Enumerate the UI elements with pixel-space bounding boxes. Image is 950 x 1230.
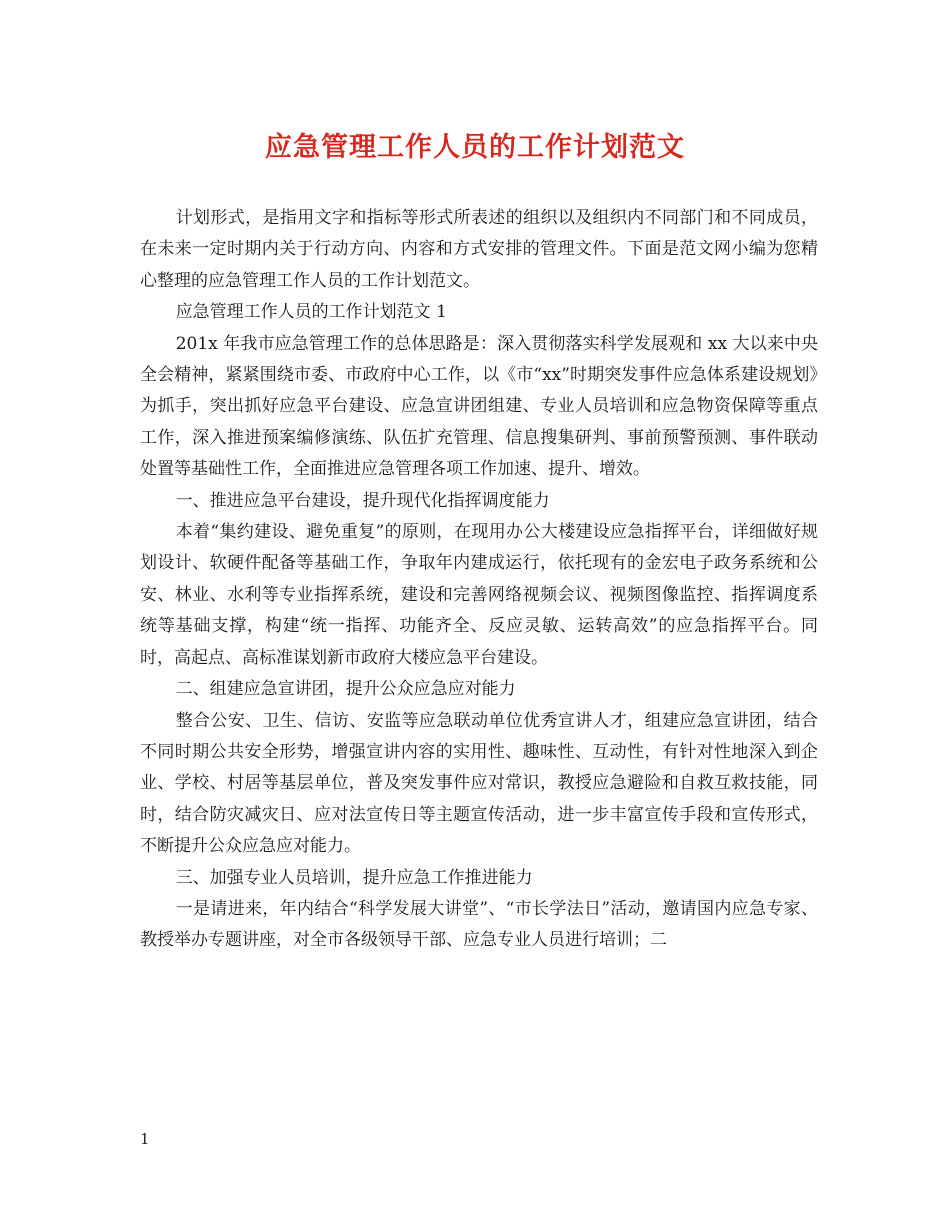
paragraph-content-2: 整合公安、卫生、信访、安监等应急联动单位优秀宣讲人才，组建应急宣讲团，结合不同时期公共安全形势，增强宣讲内容的实用性、趣味性、互动性，有针对性地深入到企业、学校、村居等基层单位，普及突发事件应对常识，教授应急避险和自救互救技能，同时，结合防灾减灾日、应对法宣传日等主题宣传活动，进一步丰富宣传手段和宣传形式，不断提升公众应急应对能力。: [140, 710, 818, 857]
page-number: 1: [140, 1130, 150, 1148]
paragraph-heading-2: 二、组建应急宣讲团，提升公众应急应对能力: [175, 679, 516, 700]
paragraph-section-heading: 应急管理工作人员的工作计划范文 1: [175, 302, 447, 323]
document-body: [140, 203, 818, 957]
paragraph-heading-1: 一、推进应急平台建设，提升现代化指挥调度能力: [175, 490, 550, 511]
paragraph-content-1: 本着“集约建设、避免重复”的原则，在现用办公大楼建设应急指挥平台，详细做好规划设计、软硬件配备等基础工作，争取年内建成运行，依托现有的金宏电子政务系统和公安、林业、水利等专业指挥系统，建设和完善网络视频会议、视频图像监控、指挥调度系统等基础支撑，构建“统一指挥、功能齐全、反应灵敏、运转高效”的应急指挥平台。同时，高起点、高标准谋划新市政府大楼应急平台建设。: [140, 522, 818, 668]
paragraph-overview: 201x 年我市应急管理工作的总体思路是：深入贯彻落实科学发展观和 xx 大以来中央全会精神，紧紧围绕市委、市政府中心工作，以《市“xx”时期突发事件应急体系建设规划》为抓手，突出抓好应急平台建设、应急宣讲团组建、专业人员培训和应急物资保障等重点工作，深入推进预案编修演练、队伍扩充管理、信息搜集研判、事前预警预测、事件联动处置等基础性工作，全面推进应急管理各项工作加速、提升、增效。: [140, 333, 818, 480]
paragraph-heading-3: 三、加强专业人员培训，提升应急工作推进能力: [175, 867, 533, 888]
paragraph-intro: 计划形式，是指用文字和指标等形式所表述的组织以及组织内不同部门和不同成员，在未来一定时期内关于行动方向、内容和方式安排的管理文件。下面是范文网小编为您精心整理的应急管理工作人员的工作计划范文。: [140, 208, 818, 291]
paragraph-content-3: 一是请进来，年内结合“科学发展大讲堂”、“市长学法日”活动，邀请国内应急专家、教授举办专题讲座，对全市各级领导干部、应急专业人员进行培训；二: [140, 898, 818, 951]
document-title: 应急管理工作人员的工作计划范文: [265, 132, 685, 163]
